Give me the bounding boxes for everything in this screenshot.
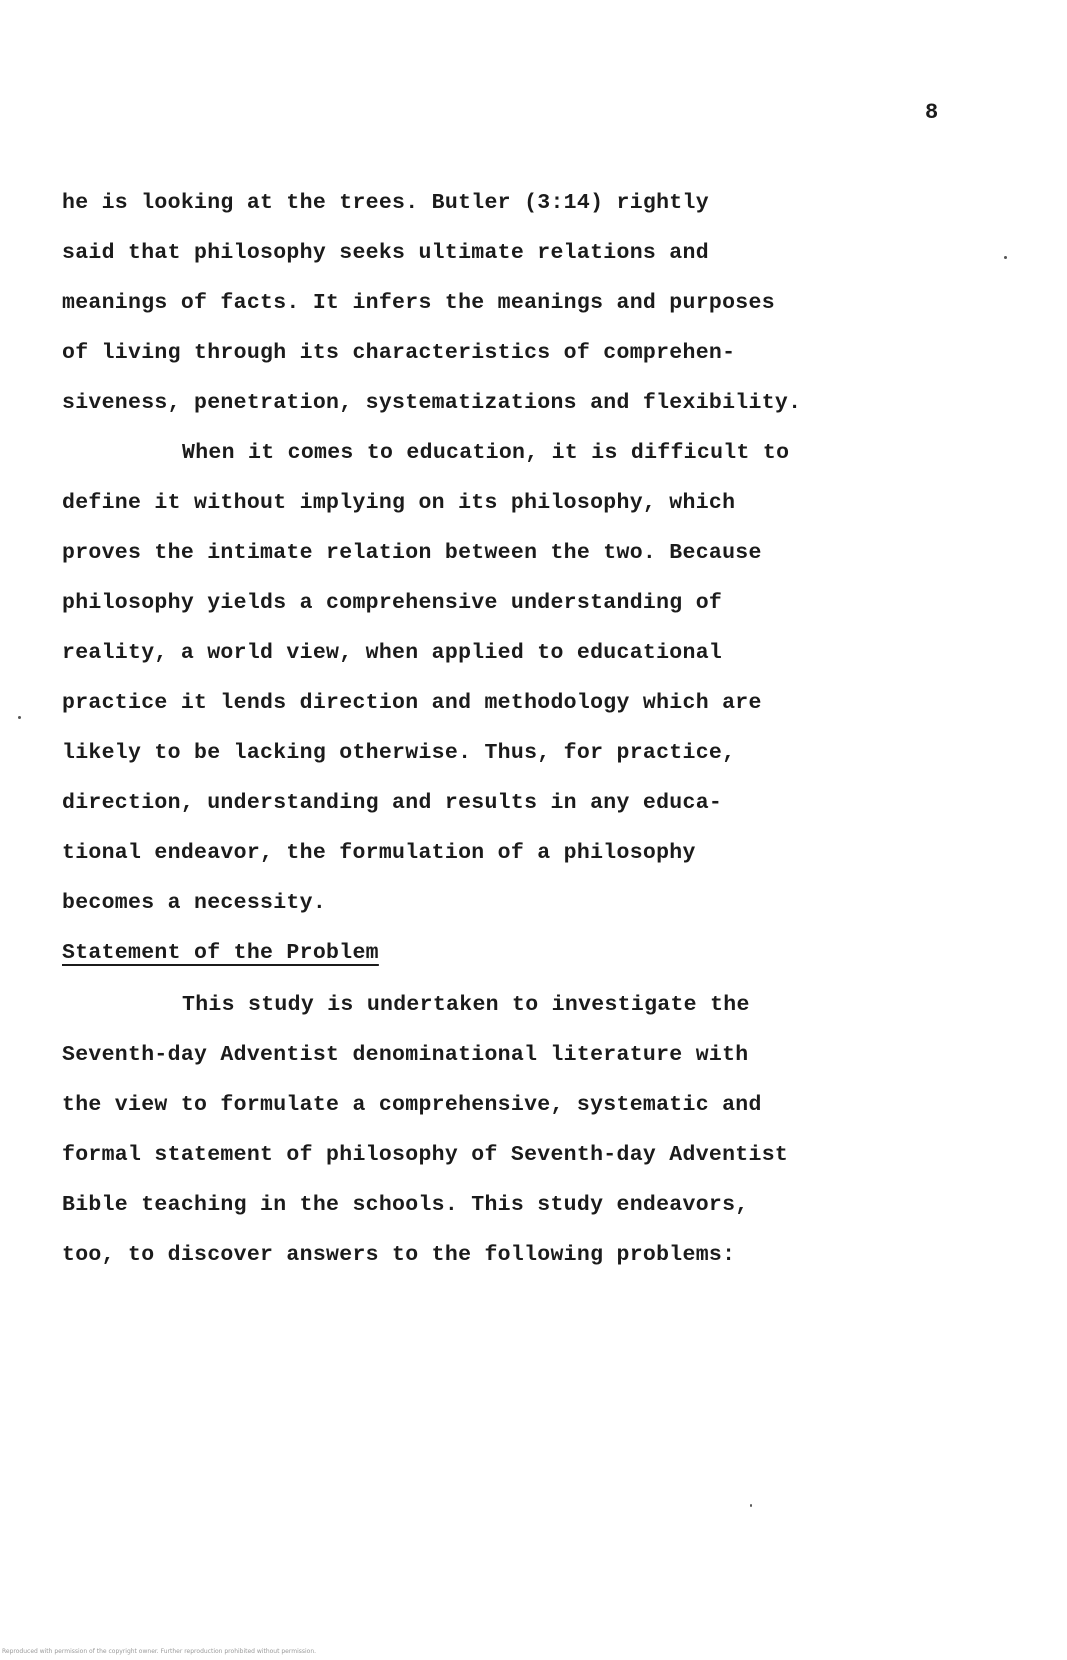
footer-note: Reproduced with permission of the copyright owner. Further reproduction prohibited without permission. bbox=[2, 1648, 317, 1655]
text-line: likely to be lacking otherwise. Thus, for practice, bbox=[62, 741, 736, 765]
text-line: reality, a world view, when applied to educational bbox=[62, 641, 723, 665]
text-line: meanings of facts. It infers the meanings and purposes bbox=[62, 291, 775, 315]
text-line: philosophy yields a comprehensive understanding of bbox=[62, 591, 723, 615]
text-line: proves the intimate relation between the two. Because bbox=[62, 541, 762, 565]
text-line: practice it lends direction and methodology which are bbox=[62, 691, 762, 715]
text-line: of living through its characteristics of comprehen- bbox=[62, 341, 736, 365]
text-line: This study is undertaken to investigate the bbox=[182, 993, 750, 1017]
text-line: direction, understanding and results in any educa- bbox=[62, 791, 723, 815]
page-number: 8 bbox=[925, 100, 939, 125]
body-text-block bbox=[62, 178, 1012, 928]
section-heading: Statement of the Problem bbox=[62, 941, 379, 965]
scan-speck bbox=[18, 716, 21, 719]
text-line: said that philosophy seeks ultimate relations and bbox=[62, 241, 709, 265]
scan-speck bbox=[750, 1504, 752, 1507]
text-line: Seventh-day Adventist denominational literature with bbox=[62, 1043, 749, 1067]
text-line: formal statement of philosophy of Seventh-day Adventist bbox=[62, 1143, 789, 1167]
text-line: the view to formulate a comprehensive, systematic and bbox=[62, 1093, 762, 1117]
scan-speck bbox=[1004, 256, 1007, 259]
text-line: siveness, penetration, systematizations and flexibility. bbox=[62, 391, 802, 415]
text-line: becomes a necessity. bbox=[62, 891, 327, 915]
text-line: tional endeavor, the formulation of a philosophy bbox=[62, 841, 696, 865]
section-block bbox=[62, 928, 1012, 1280]
text-line: When it comes to education, it is difficult to bbox=[182, 441, 790, 465]
text-line: define it without implying on its philosophy, which bbox=[62, 491, 736, 515]
text-line: he is looking at the trees. Butler (3:14) rightly bbox=[62, 191, 709, 215]
text-line: too, to discover answers to the following problems: bbox=[62, 1243, 736, 1267]
text-line: Bible teaching in the schools. This study endeavors, bbox=[62, 1193, 749, 1217]
